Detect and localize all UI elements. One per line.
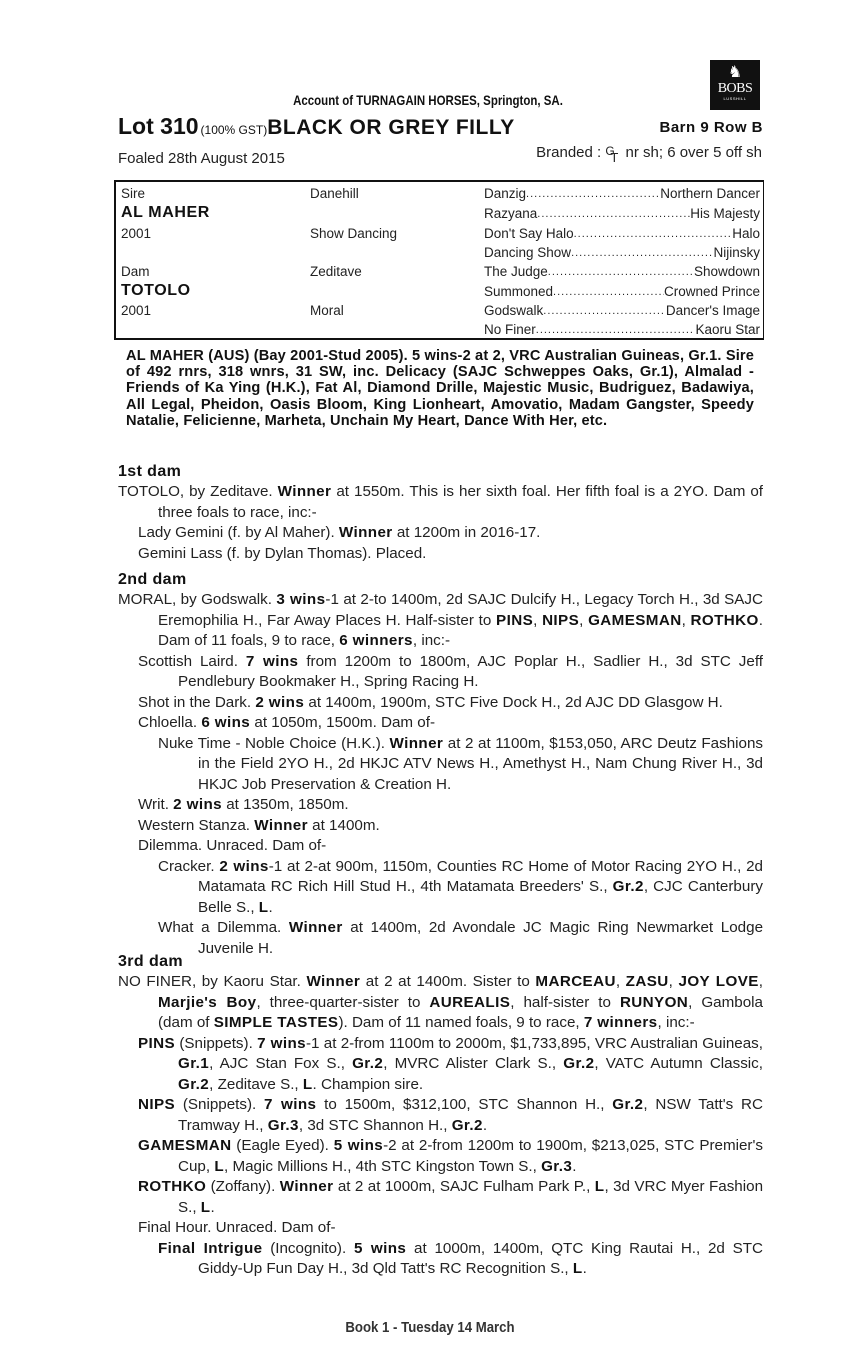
grandsire-paternal: Danehill	[310, 186, 359, 201]
pedigree-row: Summoned ..... Crowned Prince	[484, 284, 760, 299]
pedigree-entry: MORAL, by Godswalk. 3 wins-1 at 2-to 1400m, 2d SAJC Dulcify H., Legacy Torch H., 3d SAJC Eremophilia H., Far Away Places H. Half-sister to PINS, NIPS, GAMESMAN, ROTHKO. Dam of 11 foals, 9 to race, 6 winners, inc:-	[118, 591, 763, 649]
bobs-logo	[710, 60, 760, 110]
lot-number: Lot 310	[118, 113, 199, 139]
pedigree-row: The Judge ..... Showdown	[484, 264, 760, 279]
pedigree-entry: Final Intrigue (Incognito). 5 wins at 1000m, 1400m, QTC King Rautai H., 2d STC Giddy-Up Fun Day H., 3d Qld Tatt's RC Recognition S., L.	[158, 1239, 763, 1277]
section-heading: 2nd dam	[118, 571, 187, 588]
dam-name: TOTOLO	[121, 282, 191, 299]
pedigree-table	[114, 180, 764, 340]
pedigree-entry: Cracker. 2 wins-1 at 2-at 900m, 1150m, Counties RC Home of Motor Racing 2YO H., 2d Matamata RC Rich Hill Stud H., 4th Matamata Breeders' S., Gr.2, CJC Canterbury Belle S., L.	[158, 857, 764, 916]
entries-list	[118, 590, 763, 959]
pedigree-entry: GAMESMAN (Eagle Eyed). 5 wins-2 at 2-from 1200m to 1900m, $213,025, STC Premier's Cup, L, Magic Millions H., 4th STC Kingston Town S., Gr.3.	[138, 1137, 763, 1175]
pedigree-entry: Dilemma. Unraced. Dam of-	[138, 837, 327, 854]
pedigree-row: Razyana ..... His Majesty	[484, 206, 760, 221]
page-footer: Book 1 - Tuesday 14 March	[345, 1319, 515, 1336]
branded-details: nr sh; 6 over 5 off sh	[621, 144, 762, 161]
branded-label: Branded :	[536, 144, 602, 161]
horse-icon: ♞	[727, 64, 743, 81]
lot-title: BLACK OR GREY FILLY	[267, 116, 515, 139]
grandsire-maternal: Zeditave	[310, 264, 362, 279]
pedigree-entry: Shot in the Dark. 2 wins at 1400m, 1900m, STC Five Dock H., 2d AJC DD Glasgow H.	[138, 693, 723, 711]
pedigree-entry: PINS (Snippets). 7 wins-1 at 2-from 1100m to 2000m, $1,733,895, VRC Australian Guineas, Gr.1, AJC Stan Fox S., Gr.2, MVRC Alister Clark S., Gr.2, VATC Autumn Classic, Gr.2, Zeditave S., L. Champion sire.	[138, 1034, 763, 1093]
pedigree-row: Godswalk ..... Dancer's Image	[484, 303, 760, 318]
foaled-date: Foaled 28th August 2015	[118, 150, 285, 167]
pedigree-entry: Nuke Time - Noble Choice (H.K.). Winner at 2 at 1100m, $153,050, ARC Deutz Fashions in the Field 2YO H., 2d HKJC ATV News H., Amethyst H., Nam Chung River H., 3d HKJC Job Preservation & Creation H.	[158, 734, 763, 793]
pedigree-row: Dancing Show ..... Nijinsky	[484, 245, 760, 260]
brand-mark-icon: G T	[605, 144, 619, 165]
logo-subtext: LUSSHILL	[723, 96, 747, 101]
section-heading: 3rd dam	[118, 953, 184, 970]
entries-list	[118, 482, 763, 564]
pedigree-entry: Scottish Laird. 7 wins from 1200m to 1800m, AJC Poplar H., Sadlier H., 3d STC Jeff Pendlebury Bookmaker H., Spring Racing H.	[138, 652, 763, 690]
entries-list	[118, 972, 763, 1280]
section-heading: 1st dam	[118, 463, 182, 480]
pedigree-entry: Chloella. 6 wins at 1050m, 1500m. Dam of-	[138, 714, 436, 731]
pedigree-entry: TOTOLO, by Zeditave. Winner at 1550m. This is her sixth foal. Her fifth foal is a 2YO. Dam of three foals to race, inc:-	[118, 483, 764, 521]
pedigree-entry: ROTHKO (Zoffany). Winner at 2 at 1000m, SAJC Fulham Park P., L, 3d VRC Myer Fashion S., L.	[138, 1178, 764, 1216]
logo-name: BOBS	[717, 81, 753, 96]
sire-name: AL MAHER	[121, 204, 210, 221]
branded-info	[536, 144, 762, 165]
dam-year: 2001	[121, 303, 152, 318]
lot-line	[118, 113, 763, 141]
pedigree-row: No Finer ..... Kaoru Star	[484, 322, 760, 337]
third-dam-section	[118, 952, 763, 1280]
sire-year: 2001	[121, 226, 152, 241]
second-dam-section	[118, 570, 763, 959]
pedigree-row: Danzig ..... Northern Dancer	[484, 186, 760, 201]
granddam-paternal: Show Dancing	[310, 226, 398, 241]
vendor-account: Account of TURNAGAIN HORSES, Springton, SA.	[293, 92, 563, 108]
pedigree-entry: What a Dilemma. Winner at 1400m, 2d Avondale JC Magic Ring Newmarket Lodge Juvenile H.	[158, 919, 764, 957]
pedigree-entry: NIPS (Snippets). 7 wins to 1500m, $312,100, STC Shannon H., Gr.2, NSW Tatt's RC Tramway H., Gr.3, 3d STC Shannon H., Gr.2.	[138, 1096, 763, 1134]
pedigree-row: Don't Say Halo ..... Halo	[484, 226, 760, 241]
pedigree-entry: Gemini Lass (f. by Dylan Thomas). Placed.	[138, 544, 427, 562]
barn-location: Barn 9 Row B	[659, 119, 763, 136]
pedigree-entry: Western Stanza. Winner at 1400m.	[138, 816, 380, 834]
pedigree-entry: Lady Gemini (f. by Al Maher). Winner at 1200m in 2016-17.	[138, 524, 541, 541]
pedigree-entry: Final Hour. Unraced. Dam of-	[138, 1219, 336, 1236]
first-dam-section	[118, 462, 763, 564]
gst-note: (100% GST)	[200, 123, 268, 137]
sire-label: Sire	[121, 186, 146, 201]
granddam-maternal: Moral	[310, 303, 344, 318]
sire-biography: AL MAHER (AUS) (Bay 2001-Stud 2005). 5 wins-2 at 2, VRC Australian Guineas, Gr.1. Sire of 492 rnrs, 318 wnrs, 31 SW, inc. Delicacy (SAJC Schweppes Oaks, Gr.1), Almalad - Friends of Ka Ying (H.K.), Fat Al, Diamond Drille, Majestic Music, Budriguez, Badawiya, All Legal, Pheidon, Oasis Bloom, King Lionheart, Amovatio, Madam Gangster, Speedy Natalie, Felicienne, Marheta, Unchain My Heart, Dance With Her, etc.	[126, 348, 754, 429]
pedigree-entry: NO FINER, by Kaoru Star. Winner at 2 at 1400m. Sister to MARCEAU, ZASU, JOY LOVE, Marjie's Boy, three-quarter-sister to AUREALIS, half-sister to RUNYON, Gambola (dam of SIMPLE TASTES). Dam of 11 named foals, 9 to race, 7 winners, inc:-	[118, 973, 763, 1031]
dam-label: Dam	[121, 264, 150, 279]
pedigree-entry: Writ. 2 wins at 1350m, 1850m.	[138, 796, 349, 813]
